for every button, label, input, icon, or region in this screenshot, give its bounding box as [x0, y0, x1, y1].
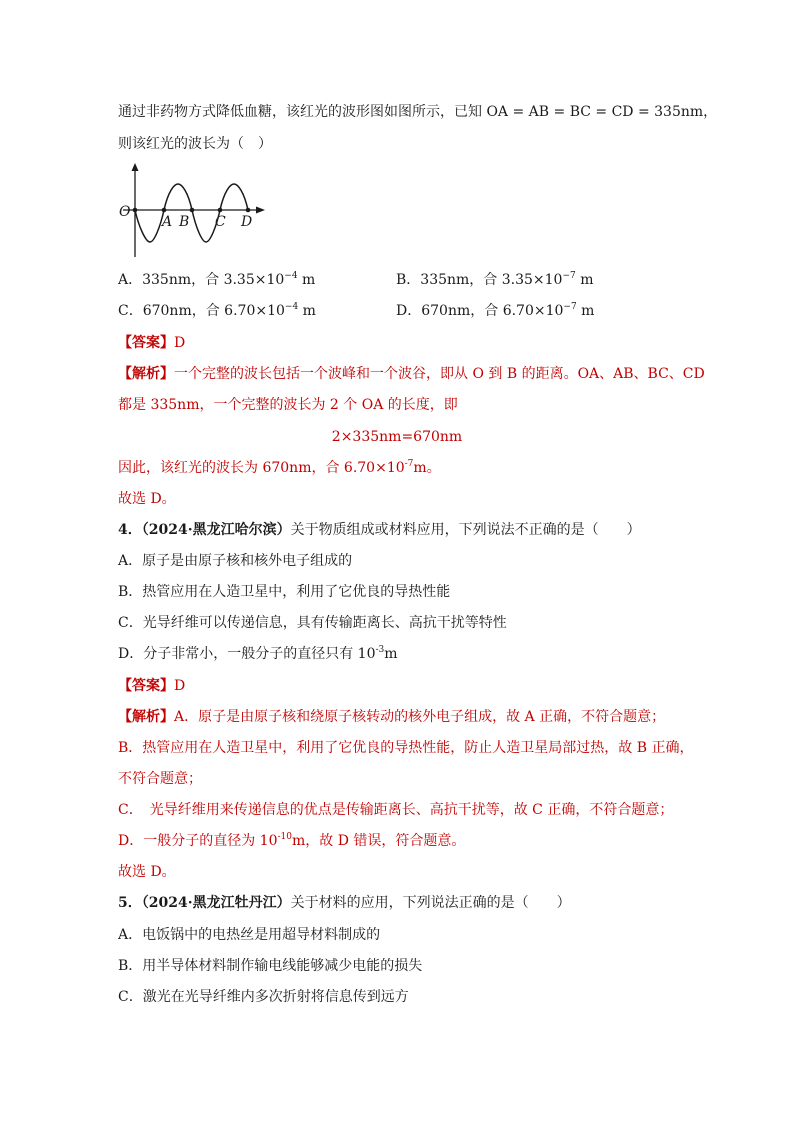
- x-axis-arrow: [256, 207, 265, 214]
- q3-analysis-line1: 【解析】一个完整的波长包括一个波峰和一个波谷，即从 O 到 B 的距离。OA、AB、BC、CD: [118, 366, 705, 382]
- q4-analysis-c: C． 光导纤维用来传递信息的优点是传输距离长、高抗干扰等，故 C 正确，不符合题意；: [118, 802, 674, 818]
- point-b: [190, 208, 195, 213]
- q4-option-d: D．分子非常小，一般分子的直径只有 $10^{-3}m$: [118, 645, 398, 662]
- q4-stem: 4．（2024·黑龙江哈尔滨）关于物质组成或材料应用，下列说法不正确的是（ ）: [118, 522, 641, 538]
- q4-analysis-b1: B．热管应用在人造卫星中，利用了它优良的导热性能，防止人造卫星局部过热，故 B 正确，: [118, 740, 694, 756]
- label-d: D: [241, 214, 253, 230]
- label-b: B: [179, 214, 190, 230]
- q4-analysis-d: D．一般分子的直径为 $10^{-10}m$，故 D 错误，符合题意。: [118, 832, 466, 849]
- q3-stem-line1: 通过非药物方式降低血糖，该红光的波形图如图所示，已知 OA = AB = BC = CD = 335nm，: [118, 104, 718, 120]
- q4-option-b: B．热管应用在人造卫星中，利用了它优良的导热性能: [118, 584, 451, 600]
- label-c: C: [215, 214, 226, 230]
- label-a: A: [162, 214, 173, 230]
- point-c: [218, 208, 223, 213]
- label-o: O: [119, 204, 131, 220]
- q3-final: 故选 D。: [118, 491, 176, 507]
- q4-option-c: C．光导纤维可以传递信息，具有传输距离长、高抗干扰等特性: [118, 615, 507, 631]
- y-axis-arrow: [132, 163, 139, 171]
- q5-option-a: A．电饭锅中的电热丝是用超导材料制成的: [118, 927, 381, 943]
- q5-stem: 5．（2024·黑龙江牡丹江）关于材料的应用，下列说法正确的是（ ）: [118, 895, 571, 911]
- q3-option-c: C．670nm，合 $6.70\times 10^{-4}$ m: [118, 302, 316, 319]
- q3-conclusion: 因此，该红光的波长为 670nm，合 $6.70\times 10^{-7}m$。: [118, 459, 441, 476]
- point-a: [162, 208, 167, 213]
- wave-curve: [135, 184, 248, 242]
- point-o: [133, 208, 138, 213]
- q3-analysis-line2: 都是 335nm，一个完整的波长为 2 个 OA 的长度，即: [118, 397, 458, 413]
- q4-analysis-b2: 不符合题意；: [118, 771, 202, 787]
- q4-option-a: A．原子是由原子核和核外电子组成的: [118, 553, 353, 569]
- q3-stem-line2: 则该红光的波长为（ ）: [118, 136, 272, 152]
- q3-option-b: B．335nm，合 $3.35\times 10^{-7}$ m: [396, 271, 594, 288]
- q4-answer: 【答案】D: [118, 678, 186, 694]
- q3-option-a: A．335nm，合 $3.35\times 10^{-4}$ m: [118, 271, 316, 288]
- q4-final: 故选 D。: [118, 864, 176, 880]
- q3-formula: 2×335nm=670nm: [331, 429, 463, 445]
- point-d: [246, 208, 251, 213]
- q5-option-b: B．用半导体材料制作输电线能够减少电能的损失: [118, 958, 423, 974]
- wave-figure: [115, 162, 275, 262]
- q3-answer: 【答案】D: [118, 335, 186, 351]
- q5-option-c: C．激光在光导纤维内多次折射将信息传到远方: [118, 989, 409, 1005]
- q4-analysis-a: 【解析】A．原子是由原子核和绕原子核转动的核外电子组成，故 A 正确，不符合题意；: [118, 709, 666, 725]
- q3-option-d: D．670nm，合 $6.70\times 10^{-7}$ m: [396, 302, 595, 319]
